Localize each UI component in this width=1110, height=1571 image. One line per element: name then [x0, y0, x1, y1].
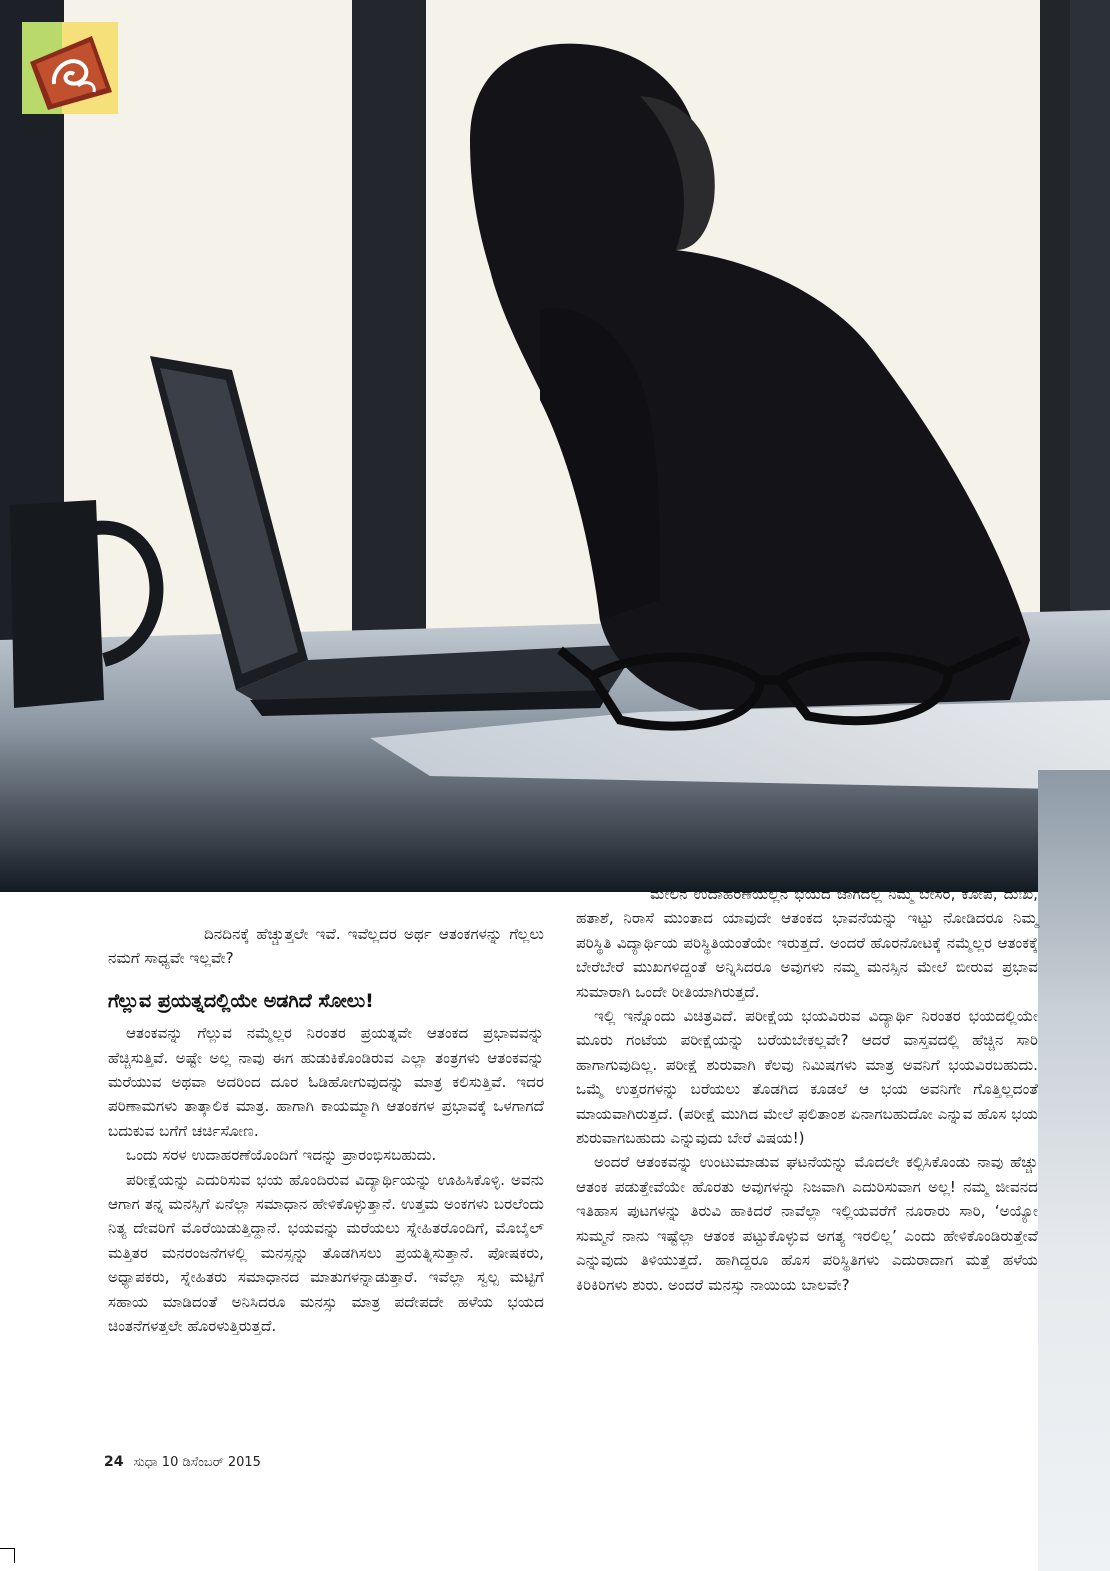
paragraph: ಪರೀಕ್ಷೆಯನ್ನು ಎದುರಿಸುವ ಭಯ ಹೊಂದಿರುವ ವಿದ್ಯಾರ್ಥಿಯನ್ನು ಊಹಿಸಿಕೊಳ್ಳಿ. ಅವನು ಆಗಾಗ ತನ್ನ ಮನಸ್ಸಿಗೆ ಏನೆಲ್ಲಾ ಸಮಾಧಾನ ಹೇಳಿಕೊಳ್ಳುತ್ತಾನೆ. ಉತ್ತಮ ಅಂಕಗಳು ಬರಲೆಂದು ನಿತ್ಯ ದೇವರಿಗೆ ಮೊರೆಯಿಡುತ್ತಿದ್ದಾನೆ. ಭಯವನ್ನು ಮರೆಯಲು ಸ್ನೇಹಿತರೊಂದಿಗೆ, ಮೊಬೈಲ್ ಮತ್ತಿತರ ಮನರಂಜನೆಗಳಲ್ಲಿ ಮನಸ್ಸನ್ನು ತೊಡಗಿಸಲು ಪ್ರಯತ್ನಿಸುತ್ತಾನೆ. ಪೋಷಕರು, ಅಧ್ಯಾಪಕರು, ಸ್ನೇಹಿತರು ಸಮಾಧಾನದ ಮಾತುಗಳನ್ನಾಡುತ್ತಾರೆ. ಇವೆಲ್ಲಾ ಸ್ವಲ್ಪ ಮಟ್ಟಿಗೆ ಸಹಾಯ ಮಾಡಿದಂತೆ ಅನಿಸಿದರೂ ಮನಸ್ಸು ಮಾತ್ರ ಪದೇಪದೇ ಹಳೆಯ ಭಯದ ಚಿಂತನೆಗಳತ್ತಲೇ ಹೊರಳುತ್ತಿರುತ್ತದೆ. [108, 1170, 544, 1336]
right-text-column [576, 882, 1038, 1297]
page-footer [104, 1454, 261, 1470]
left-text-column [108, 922, 544, 1339]
paragraph: ಆತಂಕವನ್ನು ಗೆಲ್ಲುವ ನಮ್ಮೆಲ್ಲರ ನಿರಂತರ ಪ್ರಯತ್ನವೇ ಆತಂಕದ ಪ್ರಭಾವವನ್ನು ಹೆಚ್ಚಿಸುತ್ತಿವೆ. ಅಷ್ಟೇ ಅಲ್ಲ ನಾವು ಈಗ ಹುಡುಕಿಕೊಂಡಿರುವ ಎಲ್ಲಾ ತಂತ್ರಗಳು ಆತಂಕವನ್ನು ಮರೆಯುವ ಅಥವಾ ಅದರಿಂದ ದೂರ ಓಡಿಹೋಗುವುದನ್ನು ಮಾತ್ರ ಕಲಿಸುತ್ತಿವೆ. ಇದರ ಪರಿಣಾಮಗಳು ತಾತ್ಕಾಲಿಕ ಮಾತ್ರ. ಹಾಗಾಗಿ ಕಾಯಮ್ಮಾಗಿ ಆತಂಕಗಳ ಪ್ರಭಾವಕ್ಕೆ ಒಳಗಾಗದೆ ಬದುಕುವ ಬಗೆಗೆ ಚರ್ಚಿಸೋಣ. [108, 1024, 544, 1140]
paragraph: ಇಲ್ಲಿ ಇನ್ನೊಂದು ವಿಚಿತ್ರವಿದೆ. ಪರೀಕ್ಷೆಯ ಭಯವಿರುವ ವಿದ್ಯಾರ್ಥಿ ನಿರಂತರ ಭಯದಲ್ಲಿಯೇ ಮೂರು ಗಂಟೆಯ ಪರೀಕ್ಷೆಯನ್ನು ಬರೆಯಬೇಕಲ್ಲವೇ? ಆದರೆ ವಾಸ್ತವದಲ್ಲಿ ಹೆಚ್ಚಿನ ಸಾರಿ ಹಾಗಾಗುವುದಿಲ್ಲ. ಪರೀಕ್ಷೆ ಶುರುವಾಗಿ ಕೆಲವು ನಿಮಿಷಗಳು ಮಾತ್ರ ಅವನಿಗೆ ಭಯವಿರಬಹುದು. ಒಮ್ಮೆ ಉತ್ತರಗಳನ್ನು ಬರೆಯಲು ತೊಡಗಿದ ಕೂಡಲೆ ಆ ಭಯ ಅವನಿಗೇ ಗೊತ್ತಿಲ್ಲದಂತೆ ಮಾಯವಾಗಿರುತ್ತದೆ. (ಪರೀಕ್ಷೆ ಮುಗಿದ ಮೇಲೆ ಫಲಿತಾಂಶ ಏನಾಗಬಹುದೋ ಎನ್ನುವ ಹೊಸ ಭಯ ಶುರುವಾಗಬಹುದು ಎನ್ನುವುದು ಬೇರೆ ವಿಷಯ!) [576, 1007, 1038, 1148]
page-number: 24 [104, 1454, 124, 1470]
issue-date: 10 ಡಿಸೆಂಬರ್ 2015 [161, 1455, 261, 1470]
paragraph: ಒಂದು ಸರಳ ಉದಾಹರಣೆಯೊಂದಿಗೆ ಇದನ್ನು ಪ್ರಾರಂಭಿಸಬಹುದು. [126, 1146, 437, 1165]
decorative-side-image [1038, 770, 1110, 1571]
publication-name: ಸುಧಾ [133, 1455, 158, 1470]
magazine-section-logo [22, 22, 118, 114]
crop-mark [0, 1548, 15, 1563]
section-subheading: ಗೆಲ್ಲುವ ಪ್ರಯತ್ನದಲ್ಲಿಯೇ ಅಡಗಿದೆ ಸೋಲು! [108, 989, 374, 1012]
paragraph: ಮೇಲಿನ ಉದಾಹರಣೆಯಲ್ಲಿನ ಭಯದ ಜಾಗದಲ್ಲಿ ನಿಮ್ಮ ಬೇಸರ, ಕೋಪ, ದುಃಖ, ಹತಾಶೆ, ನಿರಾಸೆ ಮುಂತಾದ ಯಾವುದೇ ಆತಂಕದ ಭಾವನೆಯನ್ನು ಇಟ್ಟು ನೋಡಿದರೂ ನಿಮ್ಮ ಪರಿಸ್ಥಿತಿ ವಿದ್ಯಾರ್ಥಿಯ ಪರಿಸ್ಥಿತಿಯಂತೆಯೇ ಇರುತ್ತದೆ. ಅಂದರೆ ಹೊರನೋಟಕ್ಕೆ ನಮ್ಮೆಲ್ಲರ ಆತಂಕಕ್ಕೆ ಬೇರೆಬೇರೆ ಮುಖಗಳಿದ್ದಂತೆ ಅನ್ನಿಸಿದರೂ ಅವುಗಳು ನಮ್ಮ ಮನಸ್ಸಿನ ಮೇಲೆ ಬೀರುವ ಪ್ರಭಾವ ಸುಮಾರಾಗಿ ಒಂದೇ ರೀತಿಯಾಗಿರುತ್ತದೆ. [576, 885, 1038, 1001]
intro-paragraph: ದಿನದಿನಕ್ಕೆ ಹೆಚ್ಚುತ್ತಲೇ ಇವೆ. ಇವೆಲ್ಲದರ ಅರ್ಥ ಆತಂಕಗಳನ್ನು ಗೆಲ್ಲಲು ನಮಗೆ ಸಾಧ್ಯವೇ ಇಲ್ಲವೇ? [108, 925, 544, 968]
paragraph: ಅಂದರೆ ಆತಂಕವನ್ನು ಉಂಟುಮಾಡುವ ಘಟನೆಯನ್ನು ಮೊದಲೇ ಕಲ್ಪಿಸಿಕೊಂಡು ನಾವು ಹೆಚ್ಚು ಆತಂಕ ಪಡುತ್ತೇವೆಯೇ ಹೊರತು ಅವುಗಳನ್ನು ನಿಜವಾಗಿ ಎದುರಿಸುವಾಗ ಅಲ್ಲ! ನಮ್ಮ ಜೀವನದ ಇತಿಹಾಸ ಪುಟಗಳನ್ನು ತಿರುವಿ ಹಾಕಿದರೆ ನಾವೆಲ್ಲಾ ಇಲ್ಲಿಯವರೆಗೆ ನೂರಾರು ಸಾರಿ, ‘ಅಯ್ಯೋ ಸುಮ್ಮನೆ ನಾನು ಇಷ್ಟೆಲ್ಲಾ ಆತಂಕ ಪಟ್ಟುಕೊಳ್ಳುವ ಅಗತ್ಯ ಇರಲಿಲ್ಲ’ ಎಂದು ಹೇಳಿಕೊಂಡಿರುತ್ತೇವೆ ಎನ್ನುವುದು ತಿಳಿಯುತ್ತದೆ. ಹಾಗಿದ್ದರೂ ಹೊಸ ಪರಿಸ್ಥಿತಿಗಳು ಎದುರಾದಾಗ ಮತ್ತೆ ಹಳೆಯ ಕಿರಿಕಿರಿಗಳು ಶುರು. ಅಂದರೆ ಮನಸ್ಸು ನಾಯಿಯ ಬಾಲವೇ? [576, 1153, 1038, 1294]
